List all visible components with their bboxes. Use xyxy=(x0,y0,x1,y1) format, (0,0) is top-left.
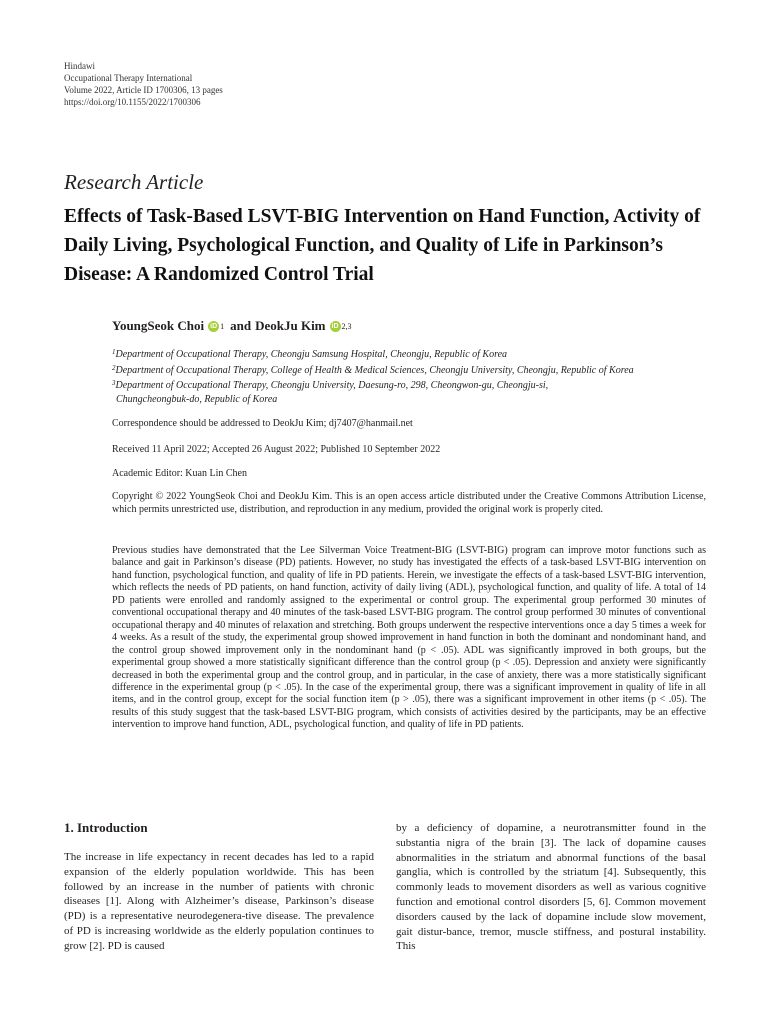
author-name-1[interactable]: YoungSeok Choi xyxy=(112,318,205,333)
academic-editor: Academic Editor: Kuan Lin Chen xyxy=(112,468,247,479)
author-affil-1: 1 xyxy=(220,321,225,331)
article-type: Research Article xyxy=(64,170,204,194)
abstract: Previous studies have demonstrated that the Lee Silverman Voice Treatment-BIG (LSVT-BIG) program can improve motor functions such as balance and gait in Parkinson’s disease (PD) patients. However, no study has investigated the effects of a task-based LSVT-BIG intervention on hand function, psychological function, and quality of life in PD patients. Herein, we investigate the effects of a task-based LSVT-BIG intervention, which reflects the needs of PD patients, on hand function, activity of daily living (ADL), psychological function, and quality of life. A total of 14 PD patients were enrolled and randomly assigned to the experimental or control group. The experimental group performed 30 minutes of conventional occupational therapy and 40 minutes of the task-based LSVT-BIG program. The control group performed 30 minutes of conventional occupational therapy and 40 minutes of relaxation and stretching. Both groups underwent the respective interventions once a day 5 times a week for 4 weeks. As a result of the study, the experimental group showed improvement in hand function in both the dominant and nondominant hand, and the control group showed improvement only in the nondominant hand (p < .05). ADL was significantly improved in both groups, but the experimental group showed a more statistically significant difference than the control group (p < .05). Depression and anxiety were significantly decreased in both the experimental group and the control group, and in particular, in the case of anxiety, there was a more statistically significant difference in the experimental group (p < .05). In the case of the experimental group, there was a significant improvement in quality of life in all items, and in the control group, except for the social function item (p > .05), there was a significant improvement in other items (p < .05). The results of this study suggest that the task-based LSVT-BIG program, which consists of activities desired by the participants, may be an effective intervention to improve hand function, ADL, psychological function, and quality of life in PD patients. xyxy=(112,545,706,731)
intro-paragraph-left: The increase in life expectancy in recent decades has led to a rapid expansion of the elderly population worldwide. This has been followed by an increase in the number of patients with chronic diseases [1]. Along with Alzheimer’s disease, Parkinson’s disease (PD) is a representative neurodegenera-tive disease. The prevalence of PD is increasing worldwide as the elderly population continues to grow [2]. PD is caused xyxy=(64,851,374,952)
affiliation-3: $^3$Department of Occupational Therapy, Cheongju University, Daesung-ro, 298, Cheongwon-gu, Cheongju-si, xyxy=(112,379,549,391)
journal-header xyxy=(64,60,223,108)
publication-dates: Received 11 April 2022; Accepted 26 August 2022; Published 10 September 2022 xyxy=(112,444,441,455)
affiliation-2: $^2$Department of Occupational Therapy, College of Health & Medical Sciences, Cheongju University, Cheongju, Republic of Korea xyxy=(112,363,634,376)
intro-paragraph-right: by a deficiency of dopamine, a neurotransmitter found in the substantia nigra of the brain [3]. The lack of dopamine causes abnormalities in the striatum and abnormal functions of the basal ganglia, which is controlled by the striatum [4]. Subsequently, this commonly leads to movement disorders as well as various cognitive function and emotional control disorders [5, 6]. Common movement disorders caused by the lack of dopamine include slow movement, gait distur-bance, tremor, muscle stiffness, and postural instability. This xyxy=(396,822,706,953)
affiliation-3-cont: Chungcheongbuk-do, Republic of Korea xyxy=(116,393,278,405)
author-affil-2: 2,3 xyxy=(341,321,352,331)
orcid-icon[interactable]: iD xyxy=(331,322,339,330)
body-column-right xyxy=(396,821,706,954)
copyright-notice: Copyright © 2022 YoungSeok Choi and DeokJu Kim. This is an open access article distributed under the Creative Commons Attribution License, which permits unrestricted use, distribution, and reproduction in any medium, provided the original work is properly cited. xyxy=(112,491,706,515)
section-heading: 1. Introduction xyxy=(64,820,148,835)
journal-name: Occupational Therapy International xyxy=(64,73,193,83)
body-column-left xyxy=(64,820,374,954)
correspondence: Correspondence should be addressed to DeokJu Kim; dj7407@hanmail.net xyxy=(112,418,413,429)
publisher-name: Hindawi xyxy=(64,61,95,71)
affiliation-1: $^1$Department of Occupational Therapy, Cheongju Samsung Hospital, Cheongju, Republic of Korea xyxy=(112,348,508,360)
author-name-2[interactable]: DeokJu Kim xyxy=(255,318,326,333)
volume-line: Volume 2022, Article ID 1700306, 13 pages xyxy=(64,85,223,95)
orcid-icon[interactable]: iD xyxy=(210,322,218,330)
article-title: Effects of Task-Based LSVT-BIG Intervention on Hand Function, Activity of Daily Living, Psychological Function, and Quality of Life in Parkinson’s Disease: A Randomized Control Trial xyxy=(64,206,701,285)
affiliations xyxy=(112,346,732,406)
doi-link[interactable]: https://doi.org/10.1155/2022/1700306 xyxy=(64,97,201,107)
author-connector: and xyxy=(230,318,252,333)
author-list xyxy=(112,318,352,334)
